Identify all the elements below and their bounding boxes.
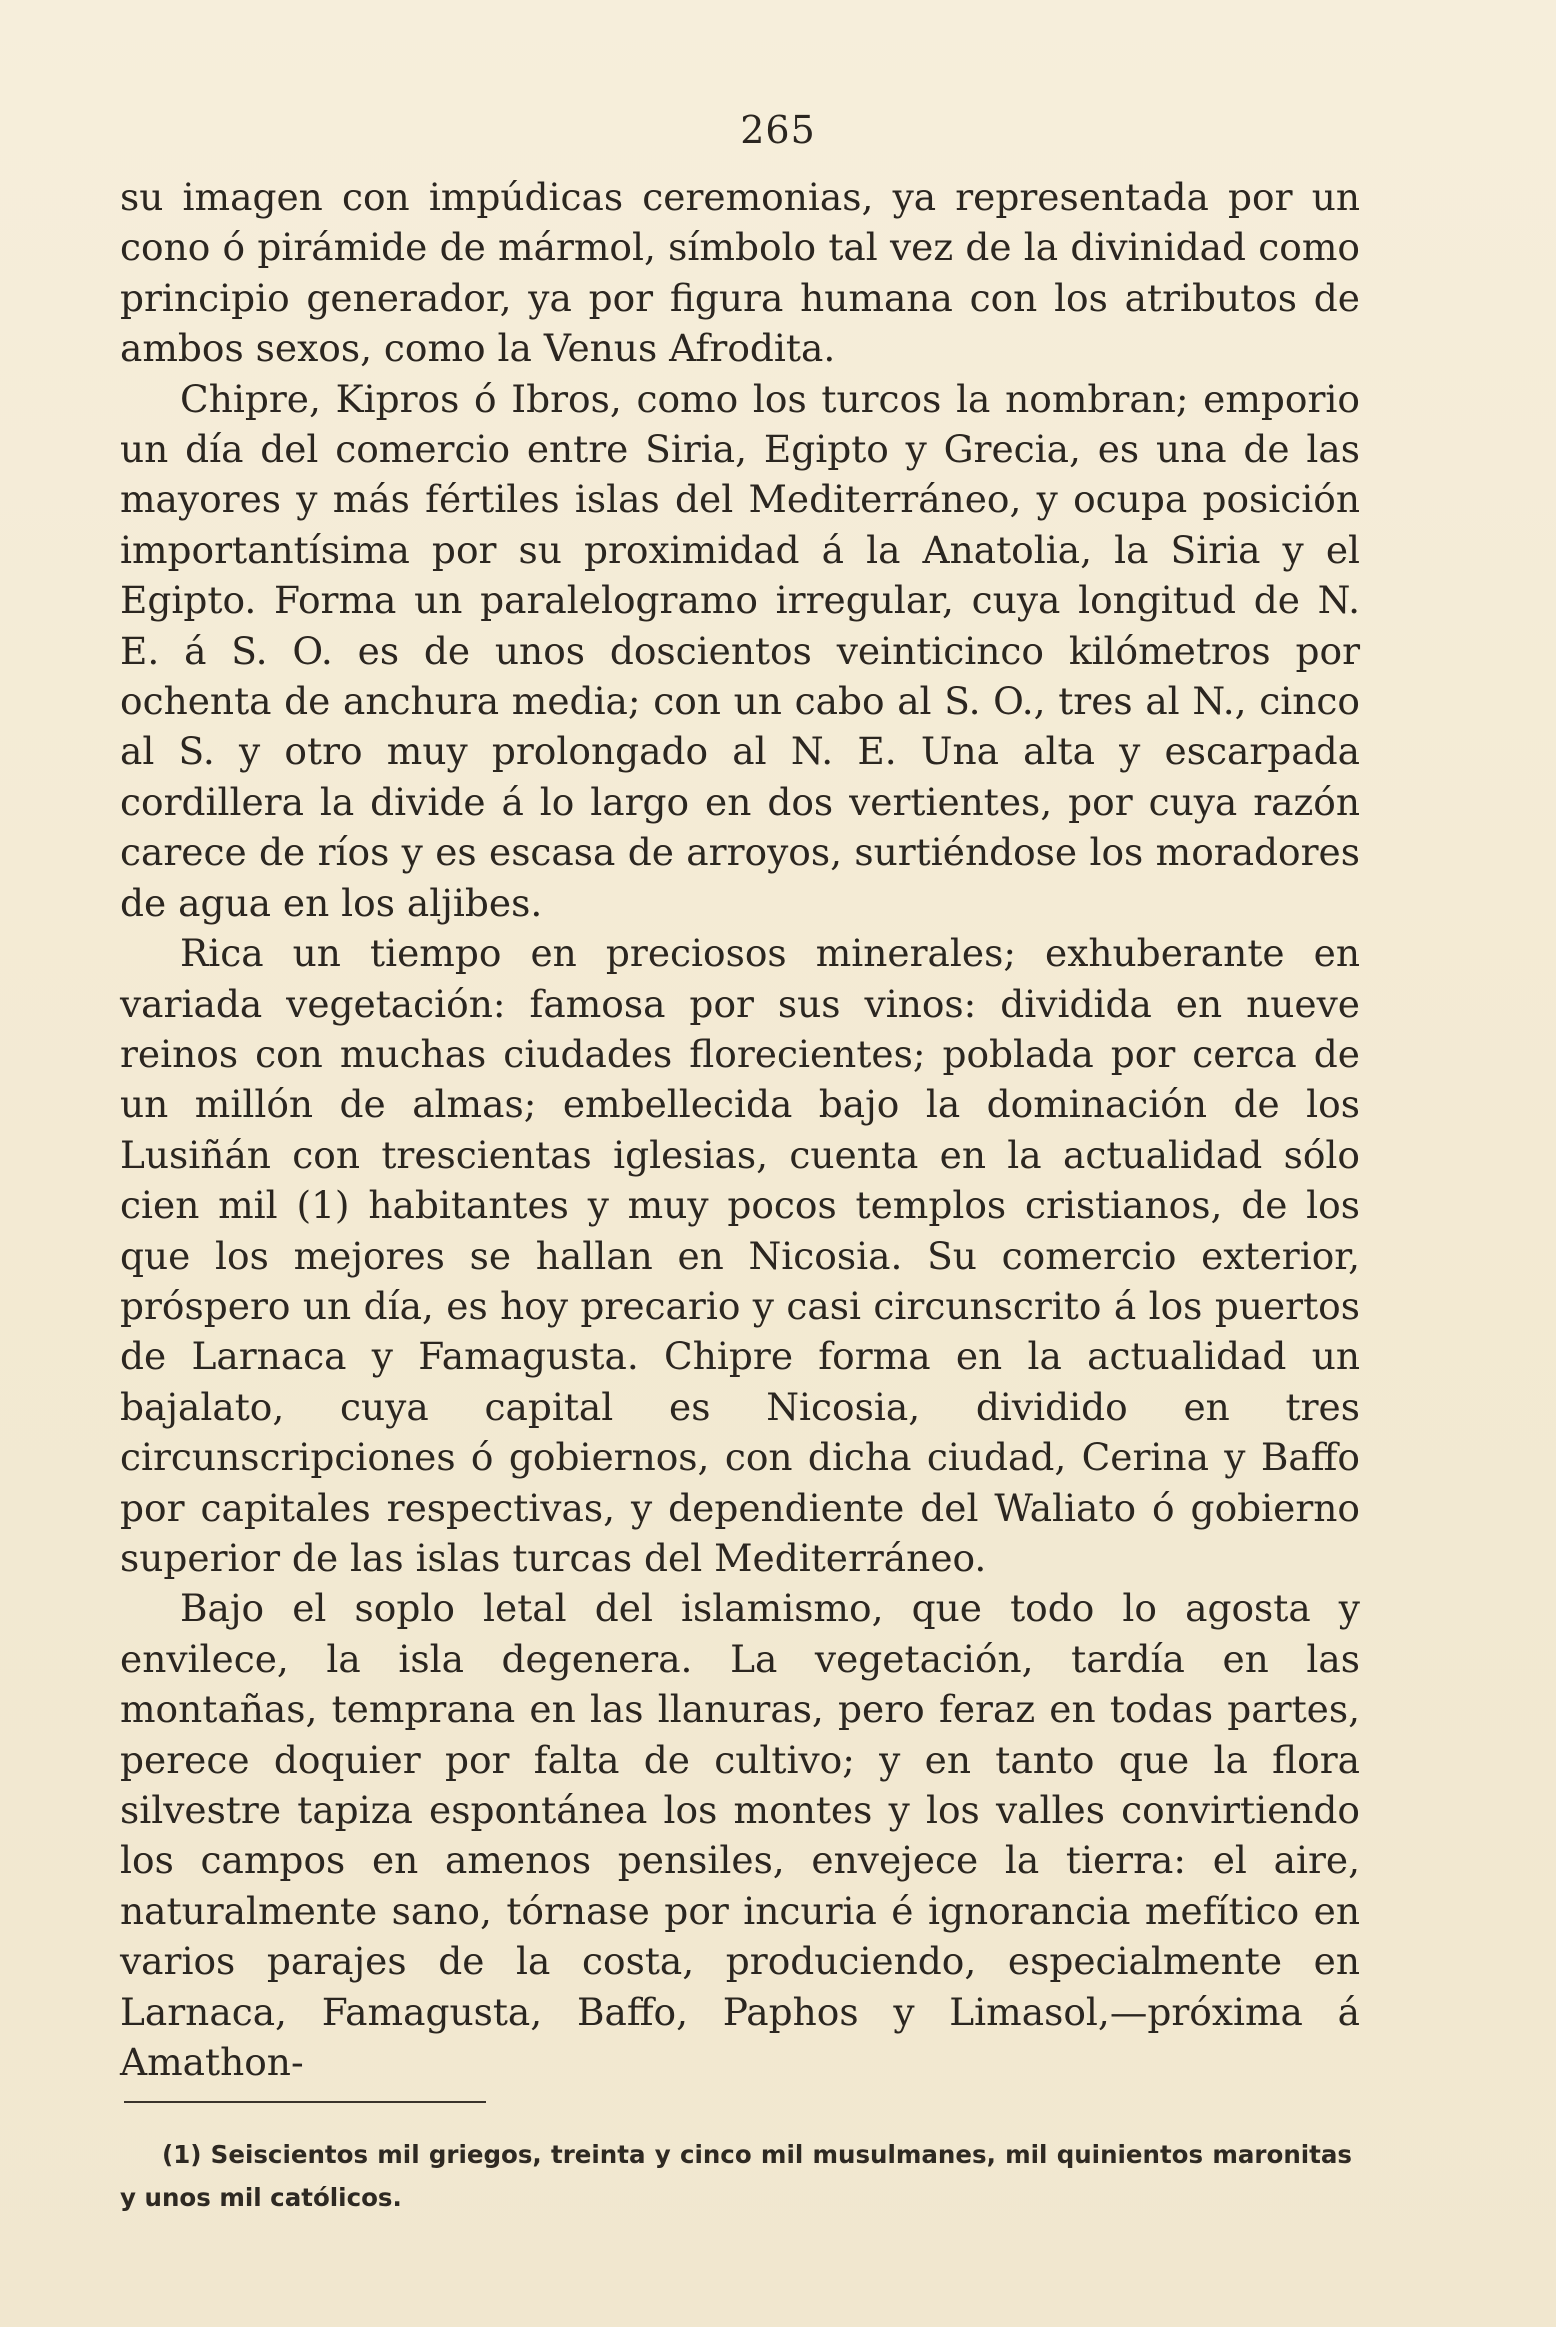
paragraph-3: Rica un tiempo en preciosos minerales; exhuberante en variada vegetación: famosa por sus vinos: dividida en nueve reinos con muchas ciudades florecientes; poblada por cerca de un millón de almas; embellecida bajo la dominación de los Lusiñán con trescientas iglesias, cuenta en la actualidad sólo cien mil (1) habitantes y muy pocos templos cristianos, de los que los mejores se hallan en Nicosia. Su comercio exterior, próspero un día, es hoy precario y casi circunscrito á los puertos de Larnaca y Famagusta. Chipre forma en la actualidad un bajalato, cuya capital es Nicosia, dividido en tres circunscripciones ó gobiernos, con dicha ciudad, Cerina y Baffo por capitales respectivas, y dependiente del Waliato ó gobierno superior de las islas turcas del Mediterráneo.	[120, 931, 1360, 1580]
paragraph-2: Chipre, Kipros ó Ibros, como los turcos la nombran; emporio un día del comercio entre Siria, Egipto y Grecia, es una de las mayores y más fértiles islas del Mediterráneo, y ocupa posición importantísima por su proximidad á la Anatolia, la Siria y el Egipto. Forma un paralelogramo irregular, cuya longitud de N. E. á S. O. es de unos doscientos veinticinco kilómetros por ochenta de anchura media; con un cabo al S. O., tres al N., cinco al S. y otro muy prolongado al N. E. Una alta y escarpada cordillera la divide á lo largo en dos vertientes, por cuya razón carece de ríos y es escasa de arroyos, surtiéndose los moradores de agua en los aljibes.	[120, 376, 1360, 925]
page-number: 265	[740, 108, 816, 152]
body-text	[120, 172, 1360, 2087]
paragraph-4: Bajo el soplo letal del islamismo, que todo lo agosta y envilece, la isla degenera. La vegetación, tardía en las montañas, temprana en las llanuras, pero feraz en todas partes, perece doquier por falta de cultivo; y en tanto que la flora silvestre tapiza espontánea los montes y los valles convirtiendo los campos en amenos pensiles, envejece la tierra: el aire, naturalmente sano, tórnase por incuria é ignorancia mefítico en varios parajes de la costa, produciendo, especialmente en Larnaca, Famagusta, Baffo, Paphos y Limasol,—próxima á Amathon-	[120, 1586, 1360, 2085]
footnote-divider	[124, 2101, 486, 2103]
footnote: (1) Seiscientos mil griegos, treinta y cinco mil musulmanes, mil quinientos maronitas y unos mil católicos.	[120, 2140, 1352, 2212]
paragraph-1: su imagen con impúdicas ceremonias, ya representada por un cono ó pirámide de mármol, símbolo tal vez de la divinidad como principio generador, ya por figura humana con los atributos de ambos sexos, como la Venus Afrodita.	[120, 175, 1360, 371]
